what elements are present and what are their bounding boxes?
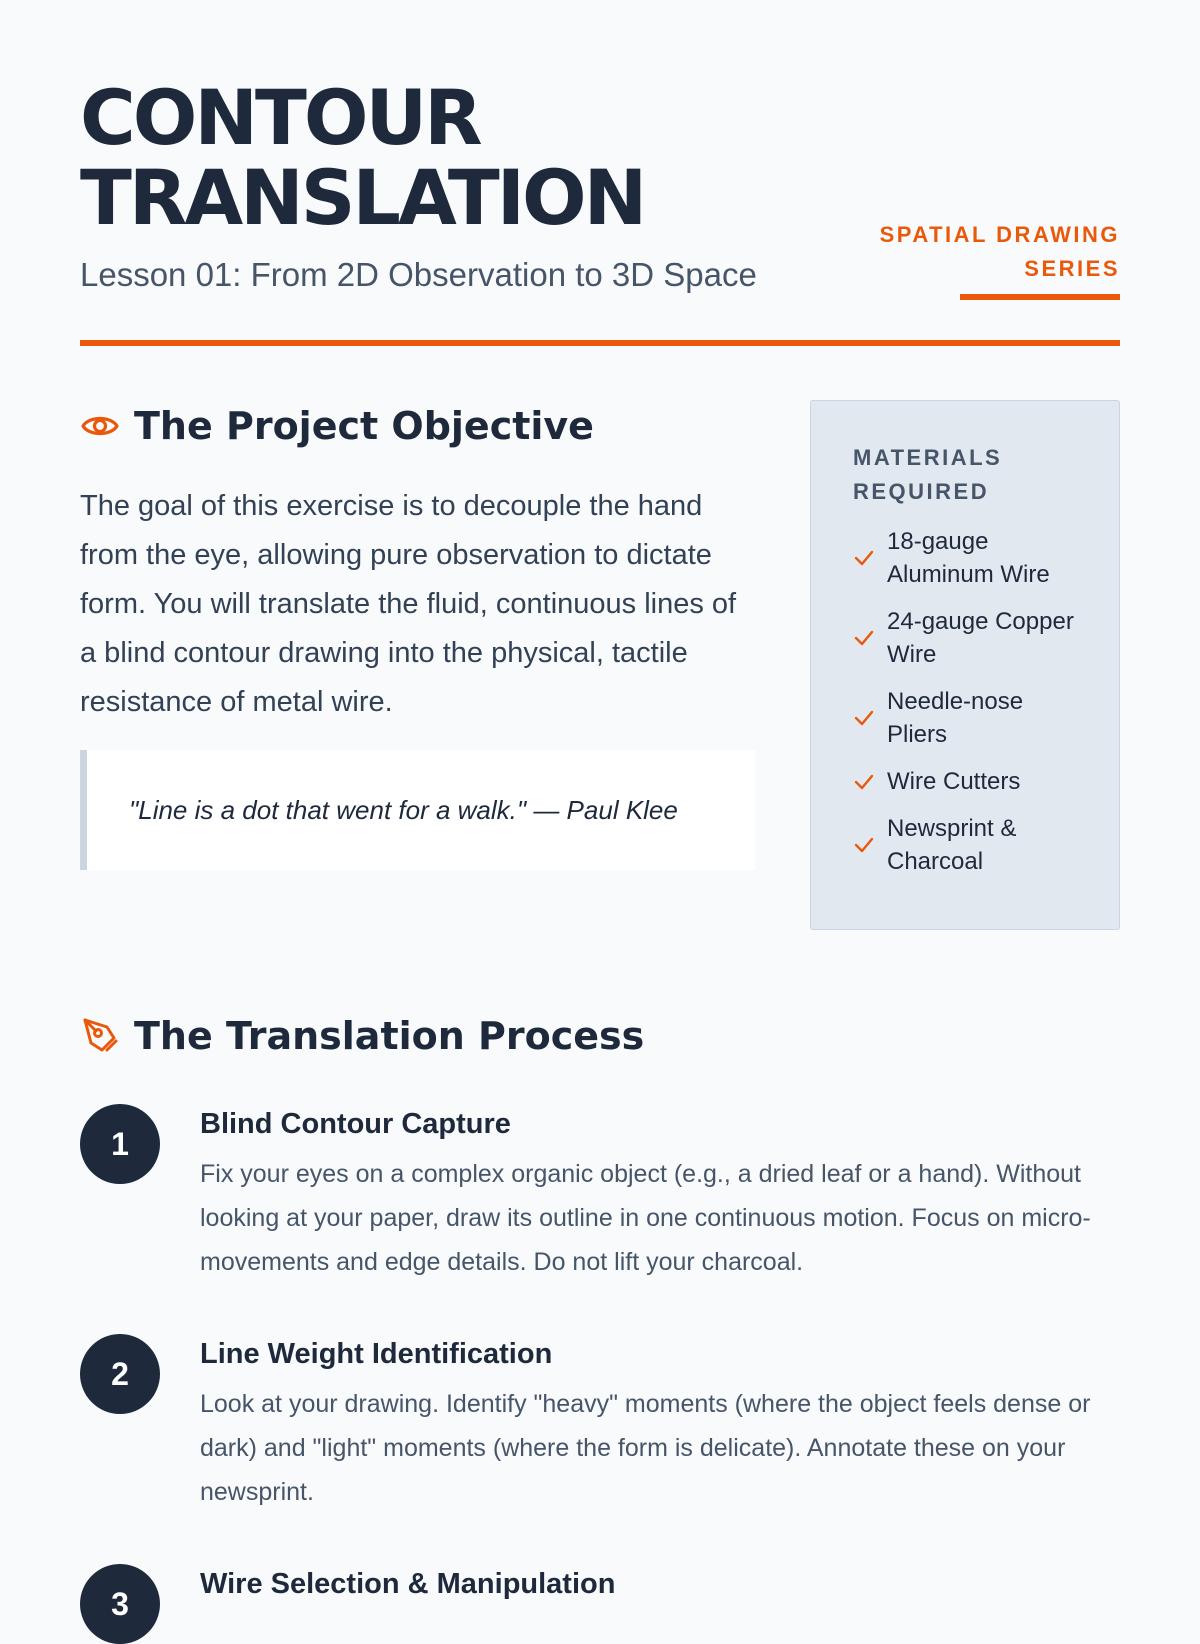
step-title: Blind Contour Capture (200, 1108, 511, 1140)
material-item (853, 525, 1083, 591)
page-title (80, 73, 1120, 242)
page-header (80, 73, 1120, 293)
series-label (880, 218, 1120, 300)
check-icon (853, 707, 875, 729)
step-title: Wire Selection & Manipulation (200, 1568, 616, 1600)
material-label: 18-gauge Aluminum Wire (887, 528, 1050, 588)
step-number-badge: 3 (80, 1564, 160, 1644)
material-item (853, 765, 1083, 798)
materials-panel (810, 400, 1120, 930)
series-label-line-2: SERIES (1024, 256, 1120, 281)
page-title-line-2: TRANSLATION (80, 153, 645, 242)
step-description: Fix your eyes on a complex organic object (e.g., a dried leaf or a hand). Without looking at your paper, draw its outline in one continuous motion. Focus on micro-movements and edge details. Do not lift your charcoal. (200, 1160, 1091, 1276)
material-item (853, 685, 1083, 751)
lesson-subtitle: Lesson 01: From 2D Observation to 3D Space (80, 256, 757, 293)
material-label: Needle-nose Pliers (887, 688, 1024, 748)
process-heading (80, 1014, 644, 1058)
eye-icon (80, 406, 120, 446)
materials-title-line-1: MATERIALS (853, 445, 1003, 470)
material-item (853, 605, 1083, 671)
series-label-line-1: SPATIAL DRAWING (879, 222, 1120, 247)
quote-text: "Line is a dot that went for a walk." — Paul Klee (129, 794, 678, 825)
series-underline (960, 294, 1120, 300)
objective-heading-text: The Project Objective (134, 404, 594, 448)
step-number-badge: 1 (80, 1104, 160, 1184)
materials-title-line-2: REQUIRED (853, 479, 990, 504)
material-label: Newsprint & Charcoal (887, 815, 1017, 875)
material-label: 24-gauge Copper Wire (887, 608, 1074, 668)
material-label: Wire Cutters (887, 768, 1021, 795)
materials-list (853, 525, 1083, 878)
klee-quote (80, 750, 755, 870)
materials-title (853, 441, 1083, 509)
step-description: Look at your drawing. Identify "heavy" moments (where the object feels dense or dark) and "light" moments (where the form is delicate). Annotate these on your newsprint. (200, 1390, 1091, 1506)
check-icon (853, 834, 875, 856)
objective-paragraph: The goal of this exercise is to decouple the hand from the eye, allowing pure observation to dictate form. You will translate the fluid, continuous lines of a blind contour drawing into the physical, tactile resistance of metal wire. (80, 490, 737, 718)
pen-tool-icon (80, 1016, 120, 1056)
process-heading-text: The Translation Process (134, 1014, 645, 1058)
objective-heading (80, 404, 594, 448)
check-icon (853, 547, 875, 569)
page-title-line-1: CONTOUR (80, 73, 480, 162)
header-divider (80, 340, 1120, 346)
check-icon (853, 627, 875, 649)
material-item (853, 812, 1083, 878)
step-title: Line Weight Identification (200, 1338, 553, 1370)
step-number-badge: 2 (80, 1334, 160, 1414)
check-icon (853, 771, 875, 793)
